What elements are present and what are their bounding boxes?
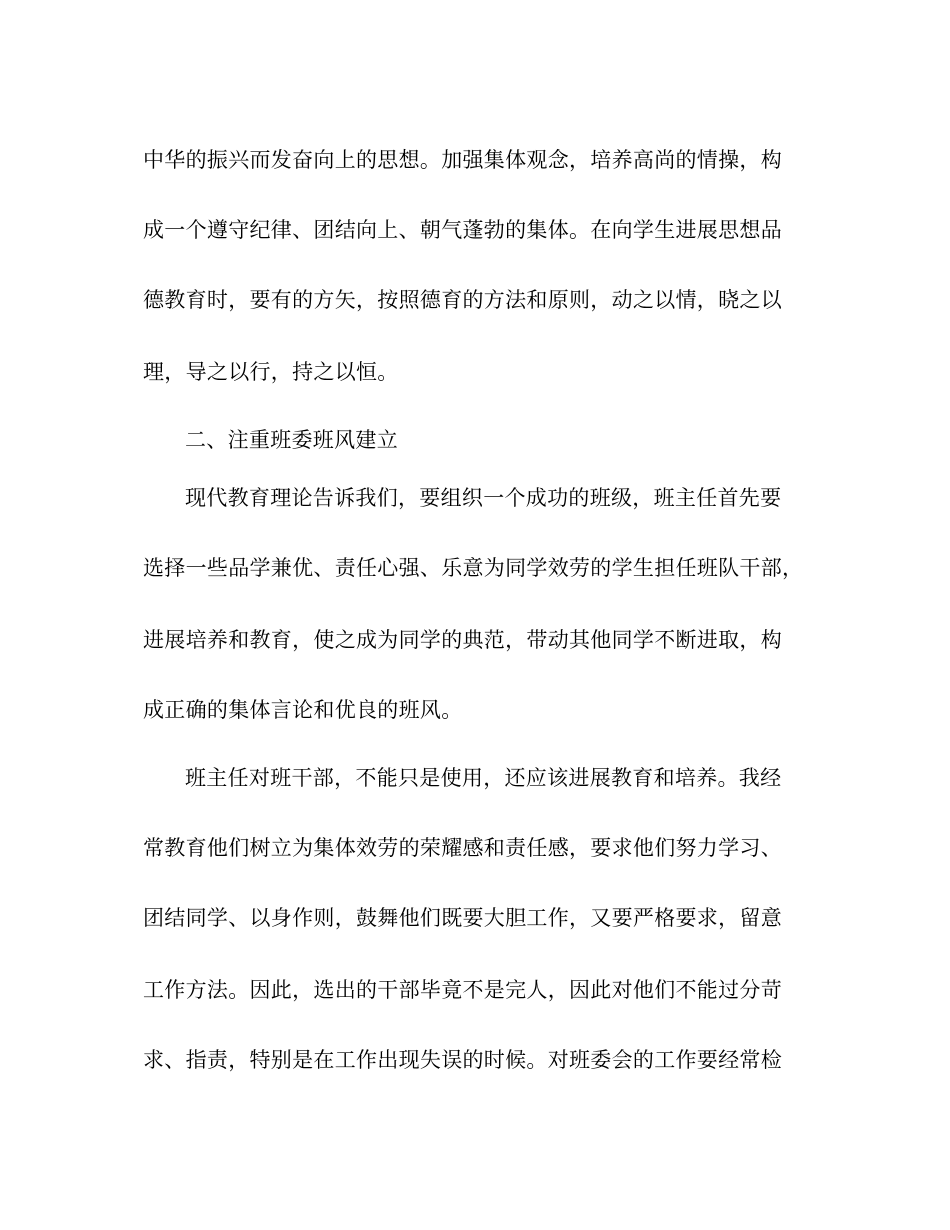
- paragraph-line: 理，导之以行，持之以恒。: [143, 360, 399, 384]
- paragraph-line: 工作方法。因此，选出的干部毕竟不是完人，因此对他们不能过分苛: [143, 978, 782, 1002]
- paragraph-line: 选择一些品学兼优、责任心强、乐意为同学效劳的学生担任班队干部，: [143, 556, 804, 580]
- paragraph-line: 成正确的集体言论和优良的班风。: [143, 698, 463, 722]
- paragraph-line: 中华的振兴而发奋向上的思想。加强集体观念，培养高尚的情操，构: [143, 148, 782, 172]
- paragraph-line: 德教育时，要有的方矢，按照德育的方法和原则，动之以情，晓之以: [143, 288, 782, 312]
- paragraph-line: 求、指责，特别是在工作出现失误的时候。对班委会的工作要经常检: [143, 1048, 782, 1072]
- paragraph-line: 成一个遵守纪律、团结向上、朝气蓬勃的集体。在向学生进展思想品: [143, 218, 782, 242]
- paragraph-line: 现代教育理论告诉我们，要组织一个成功的班级，班主任首先要: [185, 486, 782, 510]
- paragraph-line: 班主任对班干部，不能只是使用，还应该进展教育和培养。我经: [185, 766, 782, 790]
- paragraph-line: 团结同学、以身作则，鼓舞他们既要大胆工作，又要严格要求，留意: [143, 906, 782, 930]
- paragraph-line: 进展培养和教育，使之成为同学的典范，带动其他同学不断进取，构: [143, 628, 782, 652]
- section-heading: 二、注重班委班风建立: [185, 428, 398, 452]
- paragraph-line: 常教育他们树立为集体效劳的荣耀感和责任感，要求他们努力学习、: [143, 836, 782, 860]
